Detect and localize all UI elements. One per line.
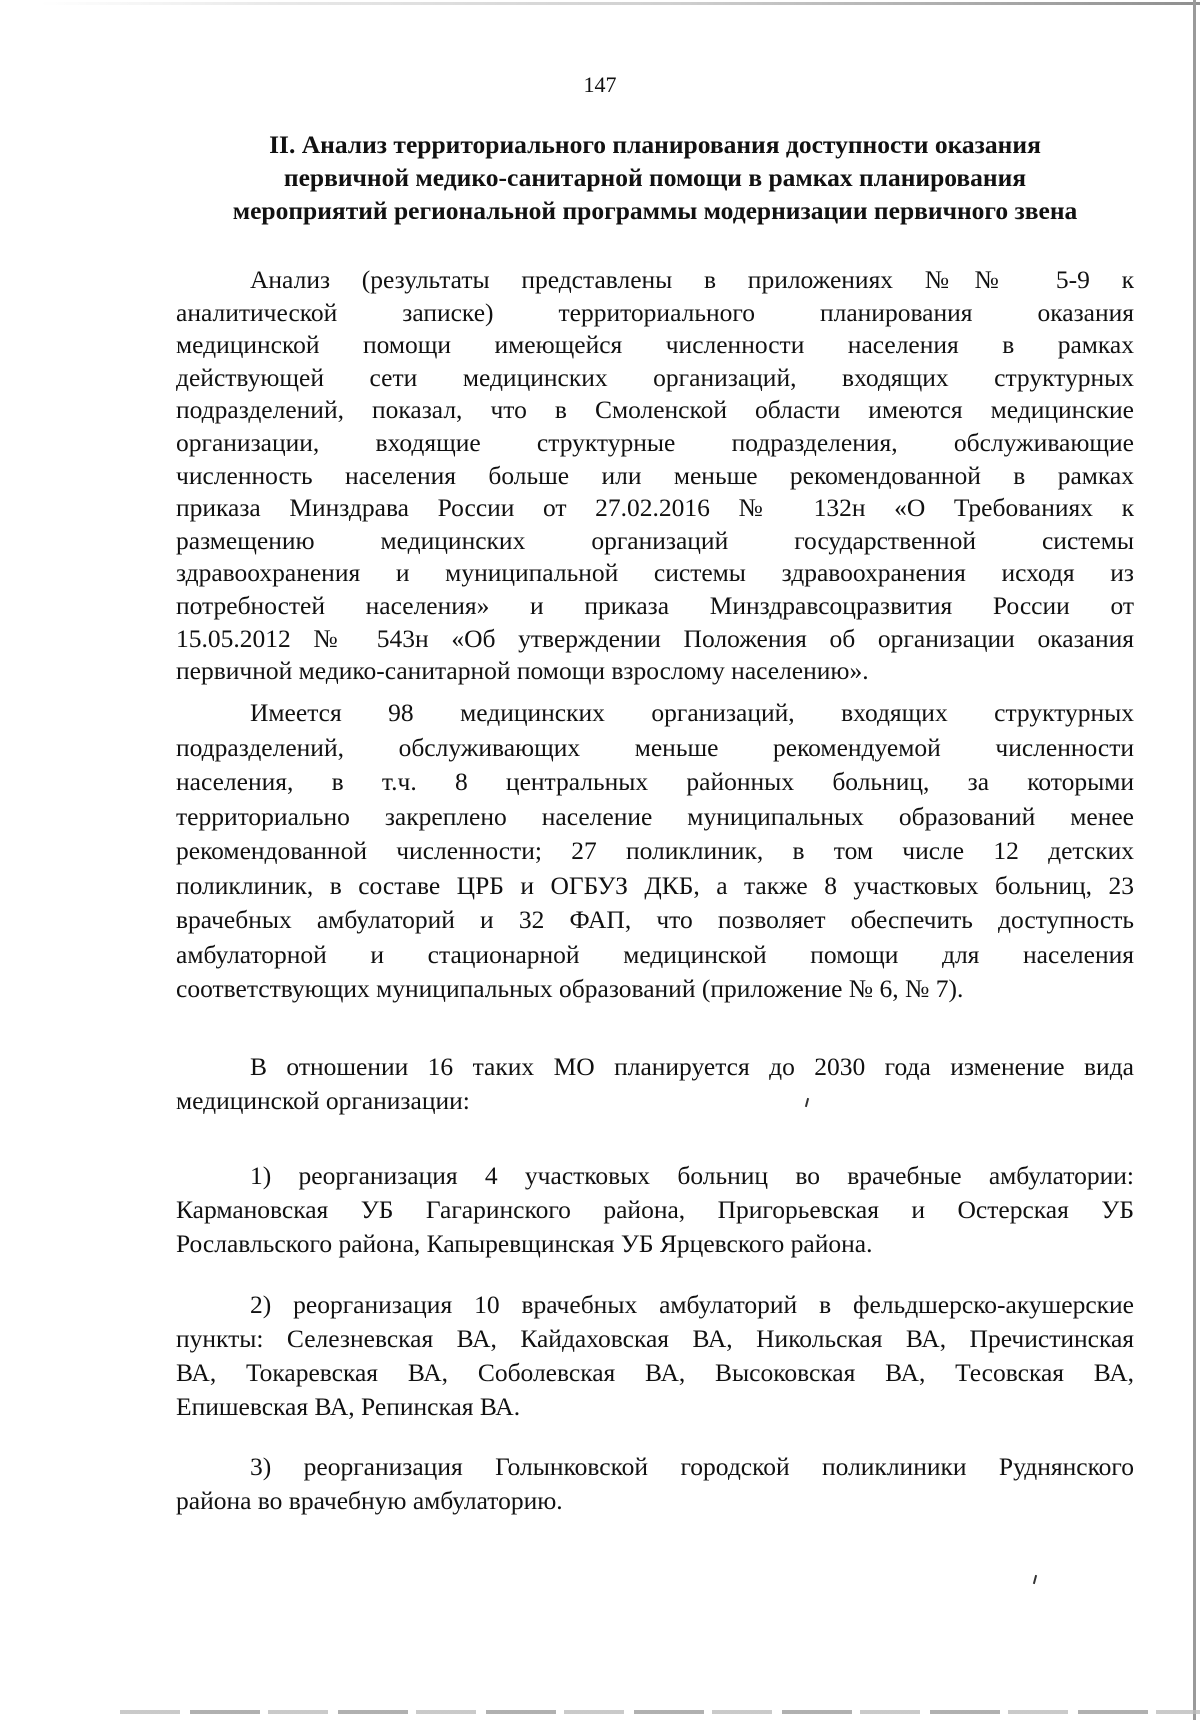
text-line: В отношении 16 таких МО планируется до 2030 года изменение вида: [250, 1052, 1134, 1081]
scan-edge-top: [40, 2, 1200, 5]
title-line: II. Анализ территориального планирования доступности оказания: [269, 130, 1041, 159]
list-item-1: [176, 1159, 1134, 1261]
text-line: 3) реорганизация Голынковской городской поликлиники Руднянского: [250, 1452, 1134, 1481]
page-number: 147: [583, 72, 617, 97]
text-line: амбулаторной и стационарной медицинской помощи для населения: [176, 939, 1134, 969]
text-line: Рославльского района, Капыревщинская УБ Ярцевского района.: [176, 1229, 873, 1258]
scan-edge-right: [1193, 0, 1196, 1720]
text-line: организации, входящие структурные подразделения, обслуживающие: [176, 427, 1134, 457]
scan-speck: [1033, 1575, 1037, 1584]
list-item-3: [176, 1450, 1134, 1518]
text-line: действующей сети медицинских организаций, входящих структурных: [176, 362, 1134, 392]
text-line: подразделений, показал, что в Смоленской области имеются медицинские: [176, 395, 1134, 425]
text-line: Кармановская УБ Гагаринского района, Пригорьевская и Остерская УБ: [176, 1195, 1134, 1224]
text-line: приказа Минздрава России от 27.02.2016 № 132н «О Требованиях к: [176, 493, 1134, 523]
text-line: территориально закреплено население муниципальных образований менее: [176, 801, 1134, 831]
section-title: [176, 128, 1134, 227]
text-line: аналитической записке) территориального планирования оказания: [176, 297, 1134, 327]
text-line: медицинской помощи имеющейся численности населения в рамках: [176, 330, 1134, 360]
text-line: соответствующих муниципальных образований (приложение № 6, № 7).: [176, 974, 964, 1003]
paragraph-analysis: [176, 264, 1134, 688]
text-line: Анализ (результаты представлены в приложениях №№ 5-9 к: [250, 265, 1134, 294]
text-line: 2) реорганизация 10 врачебных амбулаторий в фельдшерско-акушерские: [250, 1290, 1134, 1319]
text-line: врачебных амбулаторий и 32 ФАП, что позволяет обеспечить доступность: [176, 905, 1134, 934]
text-line: 15.05.2012 № 543н «Об утверждении Положения об организации оказания: [176, 623, 1134, 653]
text-line: 1) реорганизация 4 участковых больниц во врачебные амбулатории:: [250, 1161, 1134, 1190]
list-item-2: [176, 1288, 1134, 1424]
text-line: поликлиник, в составе ЦРБ и ОГБУЗ ДКБ, а также 8 участковых больниц, 23: [176, 870, 1134, 900]
text-line: района во врачебную амбулаторию.: [176, 1486, 563, 1515]
text-line: подразделений, обслуживающих меньше рекомендуемой численности: [176, 732, 1134, 762]
title-line: мероприятий региональной программы модернизации первичного звена: [232, 196, 1078, 225]
text-line: населения, в т.ч. 8 центральных районных больниц, за которыми: [176, 767, 1134, 796]
text-line: Имеется 98 медицинских организаций, входящих структурных: [250, 698, 1134, 727]
paragraph-plan: [176, 1050, 1134, 1118]
text-line: потребностей населения» и приказа Минздравсоцразвития России от: [176, 590, 1134, 620]
text-line: размещению медицинских организаций государственной системы: [176, 525, 1134, 555]
text-line: ВА, Токаревская ВА, Соболевская ВА, Высоковская ВА, Тесовская ВА,: [176, 1358, 1134, 1387]
title-line: первичной медико-санитарной помощи в рамках планирования: [283, 163, 1027, 192]
text-line: Епишевская ВА, Репинская ВА.: [176, 1392, 521, 1421]
scan-edge-bottom: [120, 1710, 1200, 1714]
text-line: численность населения больше или меньше рекомендованной в рамках: [176, 460, 1134, 490]
text-line: рекомендованной численности; 27 поликлиник, в том числе 12 детских: [176, 836, 1134, 865]
text-line: здравоохранения и муниципальной системы здравоохранения исходя из: [176, 558, 1134, 588]
paragraph-organizations: [176, 696, 1134, 1007]
text-line: медицинской организации:: [176, 1086, 470, 1115]
text-line: пункты: Селезневская ВА, Кайдаховская ВА, Никольская ВА, Пречистинская: [176, 1324, 1134, 1353]
text-line: первичной медико-санитарной помощи взрослому населению».: [176, 656, 869, 686]
